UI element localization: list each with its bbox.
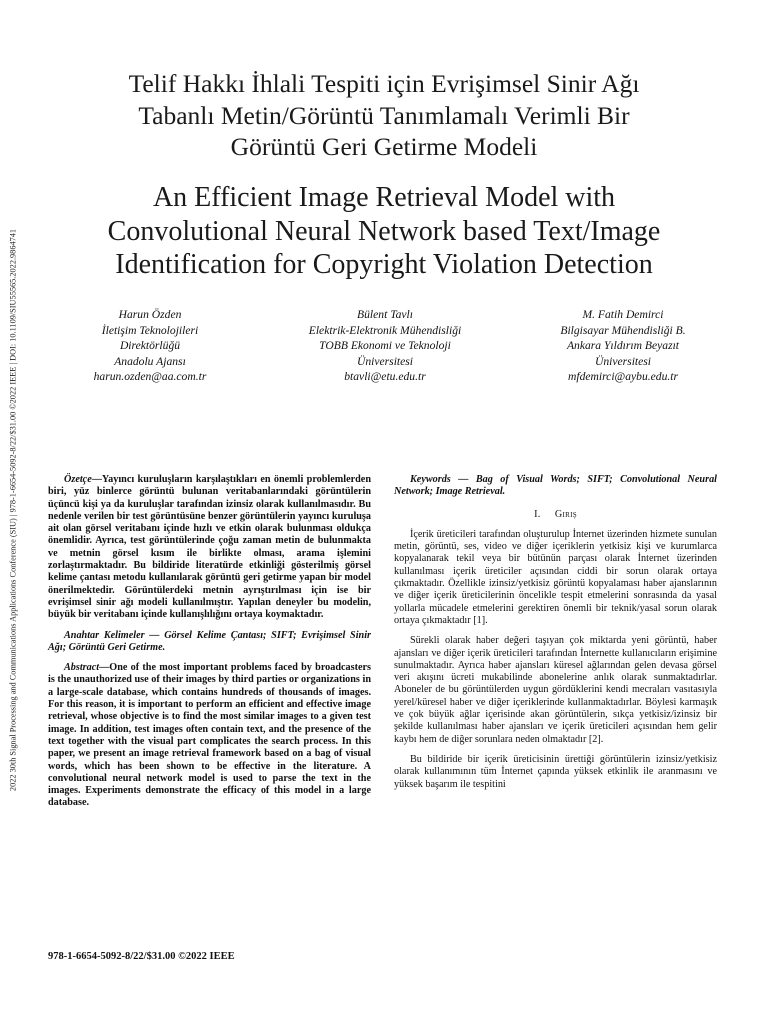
footer-copyright: 978-1-6654-5092-8/22/$31.00 ©2022 IEEE — [48, 951, 235, 962]
ozetce-paragraph — [48, 474, 371, 622]
author-affiliation: Direktörlüğü — [119, 339, 181, 353]
title-tr-line: Tabanlı Metin/Görüntü Tanımlamalı Verimli Bir — [138, 100, 630, 130]
abstract-text: —One of the most important problems faced by broadcasters is the unauthorized use of their images by third parties or organizations in a large-scale database, which contains hundreds of thousands of images. For this reason, it is important to perform an efficient and effective image retrieval, whose objective is to find the most similar images to a given test image. In addition, test images often contain text, and the presence of the text together with the visual part complicates the search process. In this paper, we present an image retrieval framework based on a bag of visual words, which has been shown to be effective in the literature. A convolutional neural network model is used to parse the text in the images. Experiments demonstrate the efficacy of this model in a large database. — [48, 662, 371, 809]
ozetce-label: Özetçe — [64, 474, 92, 485]
ieee-sidebar-banner — [6, 180, 20, 840]
author-affiliation: Anadolu Ajansı — [114, 354, 186, 368]
title-english — [40, 181, 728, 282]
author-name: Bülent Tavlı — [357, 308, 413, 321]
author-email: harun.ozden@aa.com.tr — [93, 370, 207, 384]
body-paragraph: İçerik üreticileri tarafından oluşturulup İnternet üzerinden hizmete sunulan metin, görüntü, ses, video ve diğer içeriklerin yetkisiz kişi ve kurumlarca kopyalanarak tekil veya bir bütünün parçası olarak İnternet üzerinden kullanılması içerik üreticiler açısından ciddi bir sorun olarak ortaya çıkmaktadır. Özellikle izinsiz/yetkisiz görüntü kopyalaması haber ajanslarının ve diğer içerik üreticilerinin öncelikle tespit etmelerini sonrasında da yasal yollarla mücadele etmelerini gerektiren önemli bir teknik/yasal sorun olarak ortaya çıkmaktadır [1]. — [394, 528, 717, 626]
author-affiliation: Ankara Yıldırım Beyazıt — [566, 339, 680, 353]
title-en-line: Identification for Copyright Violation Detection — [115, 249, 653, 281]
author-email: btavli@etu.edu.tr — [344, 370, 426, 384]
author-affiliation: İletişim Teknolojileri — [101, 323, 199, 337]
ozetce-text: —Yayıncı kuruluşların karşılaştıkları en önemli problemlerden biri, yüz binlerce görüntü bulunan veritabanlarındaki görüntülerin üçüncü kişi ya da kuruluşlar tarafından izinsiz olarak kullanılmasıdır. Bu nedenle verilen bir test görüntüsüne benzer görüntülerin yayıncı kuruluşa ait olan görsel veritabanı içinde hızlı ve etkin olarak bulunması oldukça önemlidir. Ayrıca, test görüntülerinde çoğu zaman metin de bulunmakta ve metnin görsel kısım ile birlikte olması, arama işlemini zorlaştırmaktadır. Bu bildiride literatürde etkinliği gösterilmiş görsel kelime çantası metodu kullanılarak görüntü geri getirme yapan bir model önerilmektedir. Görüntülerdeki metnin ayrıştırılması için ise bir evrişimsel sinir ağı modeli kullanılmıştır. Yapılan deneyler bu modelin, büyük bir veritabanı içinde kullanışlılığını ortaya koymaktadır. — [48, 474, 371, 621]
abstract-paragraph — [48, 662, 371, 810]
anahtar-label: Anahtar Kelimeler — [64, 629, 145, 641]
author-affiliation: Üniversitesi — [356, 354, 414, 368]
anahtar-text: — Görsel Kelime Çantası; SIFT; Evrişimsel Sinir Ağı; Görüntü Geri Getirme. — [48, 629, 371, 653]
title-tr-line: Görüntü Geri Getirme Modeli — [230, 132, 538, 162]
author-name: M. Fatih Demirci — [582, 308, 664, 321]
author-2 — [280, 307, 490, 385]
title-en-line: An Efficient Image Retrieval Model with — [152, 182, 616, 213]
author-affiliation: TOBB Ekonomi ve Teknoloji — [319, 339, 451, 353]
author-affiliation: Bilgisayar Mühendisliği B. — [560, 323, 686, 337]
author-email: mfdemirci@aybu.edu.tr — [567, 370, 679, 384]
author-1 — [65, 307, 235, 385]
sidebar-text: 2022 30th Signal Processing and Communications Applications Conference (SIU) | 978-1-6654-5092-8/22/$31.00 ©2022 IEEE | DOI: 10.1109/SIU55565.2022.9864741 — [8, 228, 18, 792]
keywords: Keywords — Bag of Visual Words; SIFT; Convolutional Neural Network; Image Retrieval. — [394, 474, 717, 498]
author-name: Harun Özden — [118, 308, 182, 321]
author-3 — [523, 307, 723, 385]
title-tr-line: Telif Hakkı İhlali Tespiti için Evrişimsel Sinir Ağı — [128, 69, 640, 98]
author-affiliation: Üniversitesi — [594, 354, 652, 368]
body-paragraph: Bu bildiride bir içerik üreticisinin ürettiği görüntülerin izinsiz/yetkisiz olarak kullanımının tüm İnternet çapında yüksek etkinlik ile aranmasını ve yüksek başarım ile tespitini — [394, 753, 717, 790]
title-en-line: Convolutional Neural Network based Text/Image — [107, 215, 661, 247]
title-turkish — [50, 68, 718, 163]
left-column — [48, 474, 371, 818]
body-paragraph: Sürekli olarak haber değeri taşıyan çok miktarda yeni görüntü, haber ajansları ve diğer içerik üreticileri tarafından İnternette kullanıcıların erişimine sunulmaktadır. Ayrıca haber ajansları küresel ağlarından gelen devasa görsel veri akışını ücreti mukabilinde abonelerine anlık olarak sunmaktadırlar. Aboneler de bu görüntülerden uygun gördüklerini kendi mecraları vasıtasıyla yerel/küresel haber ve diğer içeriklerinde kullanmaktadırlar. Böylesi karmaşık ve çok büyük ağlar içerisinde akan görüntülerin, sıkça yetkisiz/izinsiz bir şekilde kullanılması haber ajansları ve içerik üreticileri açısından hem gelir kaybı hem de diğer sorunlara neden olmaktadır [2]. — [394, 635, 717, 745]
author-affiliation: Elektrik-Elektronik Mühendisliği — [308, 323, 462, 337]
section-title: Giriş — [554, 508, 577, 520]
right-column — [394, 474, 717, 799]
section-number: I. — [534, 508, 541, 520]
abstract-label: Abstract — [64, 662, 100, 674]
anahtar-kelimeler — [48, 630, 371, 655]
section-heading — [394, 509, 717, 521]
